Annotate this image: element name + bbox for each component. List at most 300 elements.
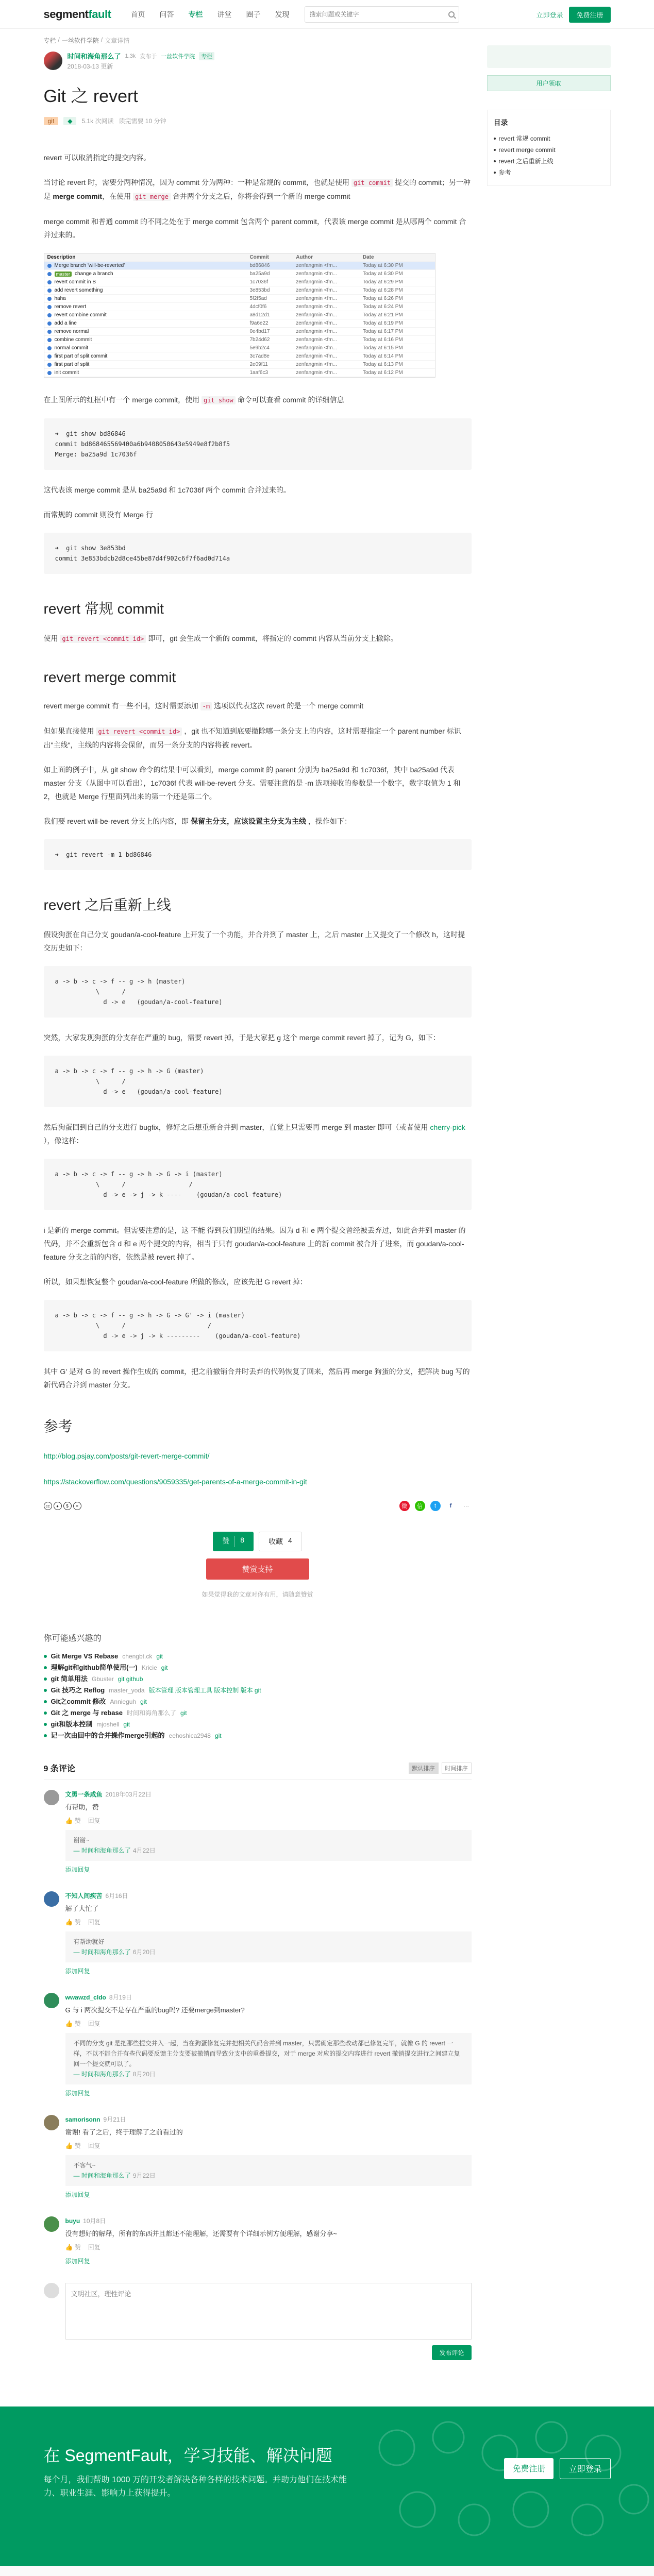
related-author: chengbt.ck: [122, 1653, 153, 1660]
comment-author[interactable]: 文勇一条咸鱼: [65, 1791, 103, 1798]
gg-date: Today at 6:30 PM: [362, 263, 403, 268]
section-heading: revert merge commit: [43, 669, 176, 685]
related-author: mjoshell: [96, 1721, 120, 1728]
reply-text: 不客气~: [73, 2162, 96, 2169]
commit-dot-icon: [47, 354, 52, 359]
weibo-icon[interactable]: 微: [399, 1501, 410, 1511]
related-link[interactable]: git 简单用法: [51, 1675, 88, 1683]
paragraph: 这代表该 merge commit 是从 ba25a9d 和 1c7036f 两个 commit 合并过来的。: [43, 486, 291, 494]
paragraph: 所以，如果想恢复整个 goudan/a-cool-feature 所做的修改，应该先把 G revert 掉：: [43, 1278, 307, 1286]
gg-description: [44, 279, 250, 285]
gg-message: add revert something: [54, 287, 103, 293]
code-block: a -> b -> c -> f -- g -> h -> G -> i (master) \ / / d -> e -> j -> k ---- (goudan/a-cool-feature): [44, 1159, 472, 1210]
gg-date: Today at 6:26 PM: [362, 296, 403, 301]
text: 当讨论 revert 时，需要分两种情况，因为 commit 分为两种：一种是常规的 commit，也就是使用: [43, 178, 349, 187]
bookmark-button[interactable]: [259, 1532, 302, 1551]
comment-time: 2018年03月22日: [105, 1791, 152, 1798]
gg-author: zenfangmin <fm...: [296, 287, 337, 293]
gg-description: [44, 312, 250, 318]
comment-meta: [65, 1790, 472, 1799]
git-graph-row[interactable]: [44, 369, 435, 377]
git-graph-row[interactable]: [44, 336, 435, 344]
related-link[interactable]: 理解git和github简单使用(一): [51, 1664, 138, 1671]
bullet-icon: [44, 1734, 47, 1737]
git-graph-row[interactable]: [44, 328, 435, 336]
gg-message: remove normal: [54, 329, 89, 334]
commit-dot-icon: [47, 297, 52, 301]
related-item: [44, 1719, 472, 1730]
related-link[interactable]: Git 技巧之 Reflog: [51, 1686, 105, 1694]
comment-actions: [65, 2243, 472, 2251]
page-title: Git 之 revert: [43, 87, 138, 106]
read-count: 5.1k 次阅读: [81, 117, 114, 125]
breadcrumb-sep: /: [58, 36, 60, 43]
git-history-screenshot: [44, 253, 435, 378]
gg-commit: 4dcf0f6: [249, 304, 267, 310]
gg-description: [44, 370, 250, 376]
gg-message: combine commit: [54, 337, 92, 343]
text: ，在使用: [102, 192, 131, 200]
reply-time: 9月22日: [132, 2172, 156, 2179]
gg-date: Today at 6:14 PM: [362, 353, 403, 359]
code-block: a -> b -> c -> f -- g -> h -> G -> G' -> i (master) \ / / d -> e -> j -> k --------- (goudan/a-cool-feature): [44, 1300, 472, 1351]
comment-meta: [65, 1891, 472, 1900]
git-graph-row[interactable]: [44, 303, 435, 311]
comment-item: [44, 2115, 472, 2199]
related-item: [44, 1685, 472, 1696]
sort-default[interactable]: 默认排序: [409, 1762, 439, 1774]
publish-time: 2018-03-13 更新: [67, 63, 113, 70]
paragraph: 如上面的例子中，从 git show 命令的结果中可以看到，merge commit 的 parent 分别为 ba25a9d 和 1c7036f，其中 ba25a9d 代表 master 分支（从图中可以看出），1c7036f 代表 will-be-revert 分支。需要注意的是 -m 选项接收的参数是一个数字，数字取值为 1 和 2，也就是 Merge 行里面列出来的第一个还是第二个。: [43, 766, 461, 801]
breadcrumb-item[interactable]: 专栏: [43, 37, 56, 44]
reply-button[interactable]: 回复: [88, 1919, 100, 1926]
gg-date: Today at 6:30 PM: [362, 271, 403, 277]
git-graph-row[interactable]: [44, 361, 435, 369]
git-graph-header: [44, 253, 435, 262]
sidebar-ad[interactable]: [487, 45, 611, 68]
breadcrumb-current: 文章详情: [105, 37, 130, 44]
paragraph: revert 可以取消指定的提交内容。: [43, 154, 151, 162]
gg-description: [44, 287, 250, 293]
inline-code: git show: [202, 396, 236, 404]
related-item: [44, 1673, 472, 1685]
license-badge[interactable]: [44, 1502, 81, 1510]
gg-date: Today at 6:15 PM: [362, 345, 403, 351]
gg-head-date: Date: [362, 255, 374, 260]
nav-blogs[interactable]: 专栏: [188, 10, 203, 19]
commit-dot-icon: [47, 363, 52, 367]
add-reply-link[interactable]: 添加回复: [65, 1968, 90, 1975]
paragraph: 而常规的 commit 则没有 Merge 行: [43, 511, 153, 519]
gg-commit: 5e9b2c4: [249, 345, 270, 351]
git-graph-row[interactable]: [44, 262, 435, 270]
nav-questions[interactable]: 问答: [159, 10, 174, 19]
text: 选项以代表这次 revert 的是一个 merge commit: [213, 702, 364, 710]
toc-item[interactable]: revert merge commit: [494, 144, 604, 156]
inline-code: git revert <commit id>: [60, 635, 146, 643]
logo[interactable]: [44, 8, 111, 21]
bold-text: merge commit: [53, 192, 103, 200]
reply-time: 8月20日: [132, 2071, 156, 2078]
inline-code: -m: [200, 702, 212, 710]
like-comment-button[interactable]: 👍 赞: [65, 2244, 81, 2251]
comment-time: 6月16日: [105, 1892, 128, 1900]
paragraph: i 是新的 merge commit。但需要注意的是，这 不能 得到我们期望的结果。因为 d 和 e 两个提交曾经被丢弃过，如此合并到 master 的代码，并不会重新包含 d 和 e 两个提交的内容，相当于只有 goudan/a-cool-feature 上的新 commit 被合并了进来，而 goudan/a-cool-feature 分支之前的内容，依然是被 revert 掉了。: [43, 1226, 466, 1261]
commit-dot-icon: [47, 338, 52, 342]
related-tag[interactable]: git: [140, 1698, 147, 1705]
cc-icon: cc: [44, 1502, 52, 1510]
comment-actions: [65, 2141, 472, 2150]
comment-text: 没有想好的解释，所有的东西并且都还不能理解，还需要有个详细示例方便理解，感谢分享~: [65, 2230, 338, 2238]
reply-meta: [74, 2069, 463, 2079]
toc-item[interactable]: revert 常规 commit: [494, 133, 604, 144]
gg-date: Today at 6:13 PM: [362, 362, 403, 367]
like-comment-button[interactable]: 👍 赞: [65, 2020, 81, 2027]
twitter-icon[interactable]: t: [430, 1501, 441, 1511]
git-graph-row[interactable]: [44, 344, 435, 352]
gg-description: [44, 337, 250, 343]
comment-icon[interactable]: ◆: [63, 117, 76, 125]
banner-login-button[interactable]: 立即登录: [560, 2458, 610, 2479]
gg-head-author: Author: [296, 255, 313, 260]
gg-commit: bd86846: [249, 263, 270, 268]
gg-description: [44, 271, 250, 277]
author-reputation: 1.3k: [125, 53, 136, 59]
paragraph: [44, 176, 472, 204]
reply-meta: [74, 1947, 463, 1957]
article-body: [44, 151, 472, 1488]
reply-time: 6月20日: [132, 1948, 156, 1956]
top-nav: [0, 0, 654, 29]
reply-item: [65, 1830, 472, 1861]
add-reply-link[interactable]: 添加回复: [65, 2191, 90, 2198]
comment-time: 8月19日: [109, 1994, 132, 2001]
share-row: [44, 1501, 472, 1511]
search-input[interactable]: [309, 11, 448, 18]
gg-author: zenfangmin <fm...: [296, 304, 337, 310]
gg-date: Today at 6:19 PM: [362, 320, 403, 326]
comment-input[interactable]: [65, 2283, 472, 2340]
by-icon: ●: [54, 1502, 62, 1510]
related-author: Kricie: [141, 1664, 157, 1671]
gg-commit: 0e4bd17: [249, 329, 270, 334]
like-comment-button[interactable]: 👍 赞: [65, 1919, 81, 1926]
gg-message: revert commit in B: [54, 279, 96, 285]
related-articles: [44, 1632, 472, 1741]
gg-message: first part of split: [54, 362, 90, 367]
search-icon[interactable]: [448, 11, 455, 18]
comment-time: 10月8日: [83, 2217, 106, 2225]
bold-text: 保留主分支，应该设置主分支为主线: [190, 817, 306, 825]
inline-code: git merge: [133, 193, 171, 201]
nd-icon: =: [73, 1502, 81, 1510]
related-link[interactable]: Git Merge VS Rebase: [51, 1652, 119, 1660]
git-graph-row[interactable]: [44, 295, 435, 303]
text: ，git 也不知道到底要撤除哪一条分支上的内容，这时需要指定一个 parent number 标识出"主线"，主线的内容将会保留，而另一条分支的内容将被 revert。: [43, 727, 461, 749]
gg-message: Merge branch 'will-be-reverted': [54, 263, 125, 268]
published-label: 发布于: [140, 53, 157, 60]
signup-button[interactable]: 免费注册: [569, 7, 610, 23]
gg-author: zenfangmin <fm...: [296, 329, 337, 334]
commit-dot-icon: [47, 305, 52, 309]
related-tag[interactable]: git: [156, 1653, 163, 1660]
reply-button[interactable]: 回复: [88, 1817, 100, 1824]
gg-description: [44, 362, 250, 367]
related-tag[interactable]: git github: [118, 1675, 143, 1683]
code-block: a -> b -> c -> f -- g -> h (master) \ / d -> e (goudan/a-cool-feature): [44, 966, 472, 1018]
related-tag[interactable]: git: [161, 1664, 168, 1671]
related-item: [44, 1696, 472, 1707]
gg-description: [44, 345, 250, 351]
donate-button[interactable]: 赞赏支持: [206, 1558, 309, 1580]
gg-author: zenfangmin <fm...: [296, 271, 337, 277]
gg-commit: a8d12d1: [249, 312, 270, 318]
commit-dot-icon: [47, 272, 52, 276]
related-author: master_yoda: [109, 1687, 145, 1694]
gg-description: [44, 263, 250, 268]
logo-text-accent: fault: [88, 8, 111, 21]
gg-date: Today at 6:24 PM: [362, 304, 403, 310]
bookmark-label: 收藏: [269, 1537, 283, 1546]
nav-groups[interactable]: 圈子: [246, 10, 261, 19]
inline-code: git revert <commit id>: [96, 727, 182, 736]
comment-meta: [65, 2115, 472, 2124]
bullet-icon: [44, 1677, 47, 1681]
read-time: 读完需要 10 分钟: [119, 117, 166, 125]
tag-git[interactable]: git: [44, 117, 59, 125]
breadcrumb: [44, 36, 472, 45]
avatar[interactable]: [44, 1790, 59, 1805]
gg-description: [44, 296, 250, 301]
git-graph-row[interactable]: [44, 286, 435, 295]
avatar[interactable]: [44, 1993, 59, 2008]
more-icon[interactable]: ⋯: [461, 1501, 472, 1511]
table-of-contents: [487, 110, 611, 186]
commit-dot-icon: [47, 289, 52, 293]
add-reply-link[interactable]: 添加回复: [65, 1866, 90, 1873]
gg-message: remove revert: [54, 304, 87, 310]
reference-link[interactable]: https://stackoverflow.com/questions/9059335/get-parents-of-a-merge-commit-in-git: [43, 1478, 307, 1486]
related-link[interactable]: 记一次由回中的合并操作merge引起的: [51, 1732, 165, 1739]
gg-description: [44, 329, 250, 334]
breadcrumb-item[interactable]: 一丝软件学院: [61, 37, 99, 44]
toc-item[interactable]: 参考: [494, 167, 604, 178]
reply-author[interactable]: — 时间和海角那么了: [73, 2172, 131, 2179]
commit-dot-icon: [47, 371, 52, 375]
comment-editor: [44, 2283, 472, 2360]
gg-message: normal commit: [54, 345, 89, 351]
reply-text: 不同的分支 git 是把那些提交并入一起，当在狗蛋修复完并把相关代码合并到 master，只需确定那些改动都已修复完毕，就像 G 的 revert 一样，不以不能合并有些代码要反馈主分支要被撤销而导致分支中的重叠提交，对于 merge 对应的提交内容进行 revert 撤销提交进行之间建立复回一个提交就可以了。: [73, 2040, 460, 2067]
reply-item: [65, 1931, 472, 1962]
submit-comment-button[interactable]: 发布评论: [432, 2345, 471, 2360]
text: revert merge commit 有一些不同，这时需要添加: [43, 702, 198, 710]
gg-author: zenfangmin <fm...: [296, 263, 337, 268]
reply-item: [65, 2155, 472, 2186]
paragraph: 其中 G' 是对 G 的 revert 操作生成的 commit，把之前撤销合并时丢弃的代码恢复了回来，然后再 merge 狗蛋的分支，把解决 bug 写的新代码合并到 master 分支。: [43, 1367, 470, 1389]
gg-date: Today at 6:17 PM: [362, 329, 403, 334]
bullet-icon: [44, 1666, 47, 1669]
code-block: ➜ git revert -m 1 bd86846: [44, 839, 472, 870]
nav-lectures[interactable]: 讲堂: [217, 10, 232, 19]
related-author: 时间和海角那么了: [126, 1709, 176, 1717]
author-name[interactable]: 时间和海角那么了: [67, 53, 121, 60]
paragraph: 假设狗蛋在自己分支 goudan/a-cool-feature 上开发了一个功能，并合并到了 master 上，之后 master 上又提交了一个修改 h，这时提交历史如下：: [43, 930, 465, 952]
wechat-icon[interactable]: 信: [415, 1501, 425, 1511]
paragraph: [44, 632, 472, 646]
like-label: 赞: [222, 1537, 230, 1545]
bullet-icon: [44, 1723, 47, 1726]
related-link[interactable]: Git之commit 修改: [51, 1698, 106, 1705]
related-tag[interactable]: git: [123, 1721, 130, 1728]
logo-text: segment: [43, 8, 89, 21]
paragraph: [44, 815, 472, 828]
comment-author[interactable]: samorisonn: [65, 2116, 100, 2123]
banner-signup-button[interactable]: 免费注册: [504, 2458, 554, 2479]
related-item: [44, 1662, 472, 1673]
comment-item: [44, 1790, 472, 1874]
gg-head-commit: Commit: [249, 255, 269, 260]
paragraph: [44, 393, 472, 407]
gg-author: zenfangmin <fm...: [296, 279, 337, 285]
reply-button[interactable]: 回复: [88, 2244, 100, 2251]
related-tag[interactable]: 版本管理 版本管理工具 版本控制 版本 git: [148, 1687, 261, 1694]
gg-commit: 7b24d62: [249, 337, 270, 343]
section-heading: 参考: [43, 1418, 73, 1434]
reply-button[interactable]: 回复: [88, 2142, 100, 2149]
reply-text: 谢谢~: [73, 1837, 90, 1844]
gg-head-desc: Description: [47, 255, 76, 260]
code-block: ➜ git show 3e853bd commit 3e853bdcb2d8ce45be87d4f902c6f7f6ad0d714a: [44, 533, 472, 574]
gg-commit: 5f2f5ad: [249, 296, 267, 301]
tags-row: [44, 116, 472, 125]
text: 但如果直接使用: [43, 727, 94, 735]
comments-header: [44, 1762, 472, 1780]
comment-actions: [65, 1816, 472, 1825]
reply-author[interactable]: — 时间和海角那么了: [73, 2071, 131, 2078]
comment-item: [44, 1891, 472, 1975]
gg-commit: 2e09f11: [249, 362, 268, 367]
like-count: 8: [234, 1536, 244, 1547]
login-button[interactable]: 立即登录: [536, 11, 563, 19]
sidebar-button[interactable]: 用户领取: [487, 75, 611, 91]
donate-hint: 如果觉得我的文章对你有用，请随意赞赏: [202, 1591, 313, 1598]
comment-author[interactable]: 不知人间疾苦: [65, 1892, 103, 1900]
gg-message: haha: [54, 296, 66, 301]
avatar[interactable]: [44, 2115, 59, 2130]
related-tag[interactable]: git: [180, 1709, 187, 1717]
bullet-icon: [44, 1700, 47, 1703]
comment-text: 谢谢! 看了之后，终于理解了之前看过的: [65, 2128, 183, 2136]
text: ，操作如下：: [308, 817, 351, 825]
comment-body: [65, 1891, 472, 1975]
comment-body: [65, 1790, 472, 1874]
nav-discover[interactable]: 发现: [275, 10, 290, 19]
nav-home[interactable]: 首页: [130, 10, 145, 19]
like-button[interactable]: [213, 1532, 254, 1551]
reply-author[interactable]: — 时间和海角那么了: [73, 1847, 131, 1854]
reply-text: 有帮助就好: [73, 1938, 105, 1945]
code-block: a -> b -> c -> f -- g -> h -> G (master) \ / d -> e (goudan/a-cool-feature): [44, 1056, 472, 1107]
gg-commit: 1aaf6c3: [249, 370, 269, 376]
gg-date: Today at 6:16 PM: [362, 337, 403, 343]
comment-author[interactable]: buyu: [65, 2217, 80, 2225]
gg-date: Today at 6:28 PM: [362, 287, 403, 293]
reference-link[interactable]: http://blog.psjay.com/posts/git-revert-merge-commit/: [43, 1452, 210, 1460]
related-item: [44, 1707, 472, 1719]
section-heading: revert 之后重新上线: [43, 897, 171, 913]
text: 在上图所示的红框中有一个 merge commit，使用: [43, 396, 200, 404]
section-heading: revert 常规 commit: [43, 601, 164, 617]
git-graph-row[interactable]: [44, 319, 435, 328]
related-title: 你可能感兴趣的: [43, 1634, 102, 1643]
comment-item: [44, 1993, 472, 2097]
commit-dot-icon: [47, 346, 52, 350]
like-comment-button[interactable]: 👍 赞: [65, 2142, 81, 2149]
gg-commit: 1c7036f: [249, 279, 269, 285]
related-tag[interactable]: git: [214, 1732, 222, 1739]
git-graph-row[interactable]: [44, 352, 435, 361]
related-link[interactable]: git和版本控制: [51, 1720, 93, 1728]
avatar[interactable]: [44, 2216, 59, 2232]
breadcrumb-sep: /: [100, 36, 103, 43]
text: 我们要 revert will-be-revert 分支上的内容，即: [43, 817, 189, 825]
author-avatar[interactable]: [44, 52, 62, 70]
text: 合并两个分支之后，你将会得到一个新的 merge commit: [172, 192, 350, 200]
comment-sort: [409, 1762, 472, 1774]
reply-author[interactable]: — 时间和海角那么了: [73, 1948, 131, 1956]
column-link[interactable]: 一丝软件学院: [161, 53, 195, 60]
commit-dot-icon: [47, 280, 52, 284]
related-item: [44, 1730, 472, 1741]
sort-time[interactable]: 时间排序: [442, 1762, 472, 1774]
reply-button[interactable]: 回复: [88, 2020, 100, 2027]
git-graph-row[interactable]: [44, 270, 435, 278]
comment-actions: [65, 1918, 472, 1926]
text: 即可，git 会生成一个新的 commit，将指定的 commit 内容从当前分支上撤除。: [148, 634, 398, 642]
nc-icon: $: [63, 1502, 72, 1510]
add-reply-link[interactable]: 添加回复: [65, 2090, 90, 2097]
paragraph: [44, 699, 472, 713]
bullet-icon: [44, 1711, 47, 1715]
commit-dot-icon: [47, 330, 52, 334]
related-link[interactable]: Git 之 merge 与 rebase: [51, 1709, 123, 1717]
add-reply-link[interactable]: 添加回复: [65, 2258, 90, 2265]
paragraph: 突然，大家发现狗蛋的分支存在严重的 bug，需要 revert 掉，于是大家把 g 这个 merge commit revert 掉了，记为 G，如下：: [43, 1033, 440, 1042]
commit-dot-icon: [47, 313, 52, 317]
toc-item[interactable]: revert 之后重新上线: [494, 156, 604, 167]
gg-author: zenfangmin <fm...: [296, 353, 337, 359]
comment-body: [65, 1993, 472, 2097]
cherry-pick-link[interactable]: cherry-pick: [430, 1123, 465, 1131]
bookmark-count: 4: [288, 1536, 292, 1545]
comment-item: [44, 2216, 472, 2265]
comment-author[interactable]: wwawzd_cldo: [65, 1994, 106, 2001]
avatar: [44, 2283, 59, 2298]
git-graph-row[interactable]: [44, 278, 435, 286]
like-comment-button[interactable]: 👍 赞: [65, 1817, 81, 1824]
comment-meta: [65, 1993, 472, 2002]
gg-description: [44, 304, 250, 310]
gg-message: first part of split commit: [54, 353, 108, 359]
gg-message: add a line: [54, 320, 77, 326]
gg-date: Today at 6:29 PM: [362, 279, 403, 285]
gg-message: init commit: [54, 370, 79, 376]
avatar[interactable]: [44, 1891, 59, 1907]
author-row: [44, 51, 472, 71]
git-graph-row[interactable]: [44, 311, 435, 319]
facebook-icon[interactable]: f: [446, 1501, 456, 1511]
comment-list: [44, 1790, 472, 2265]
